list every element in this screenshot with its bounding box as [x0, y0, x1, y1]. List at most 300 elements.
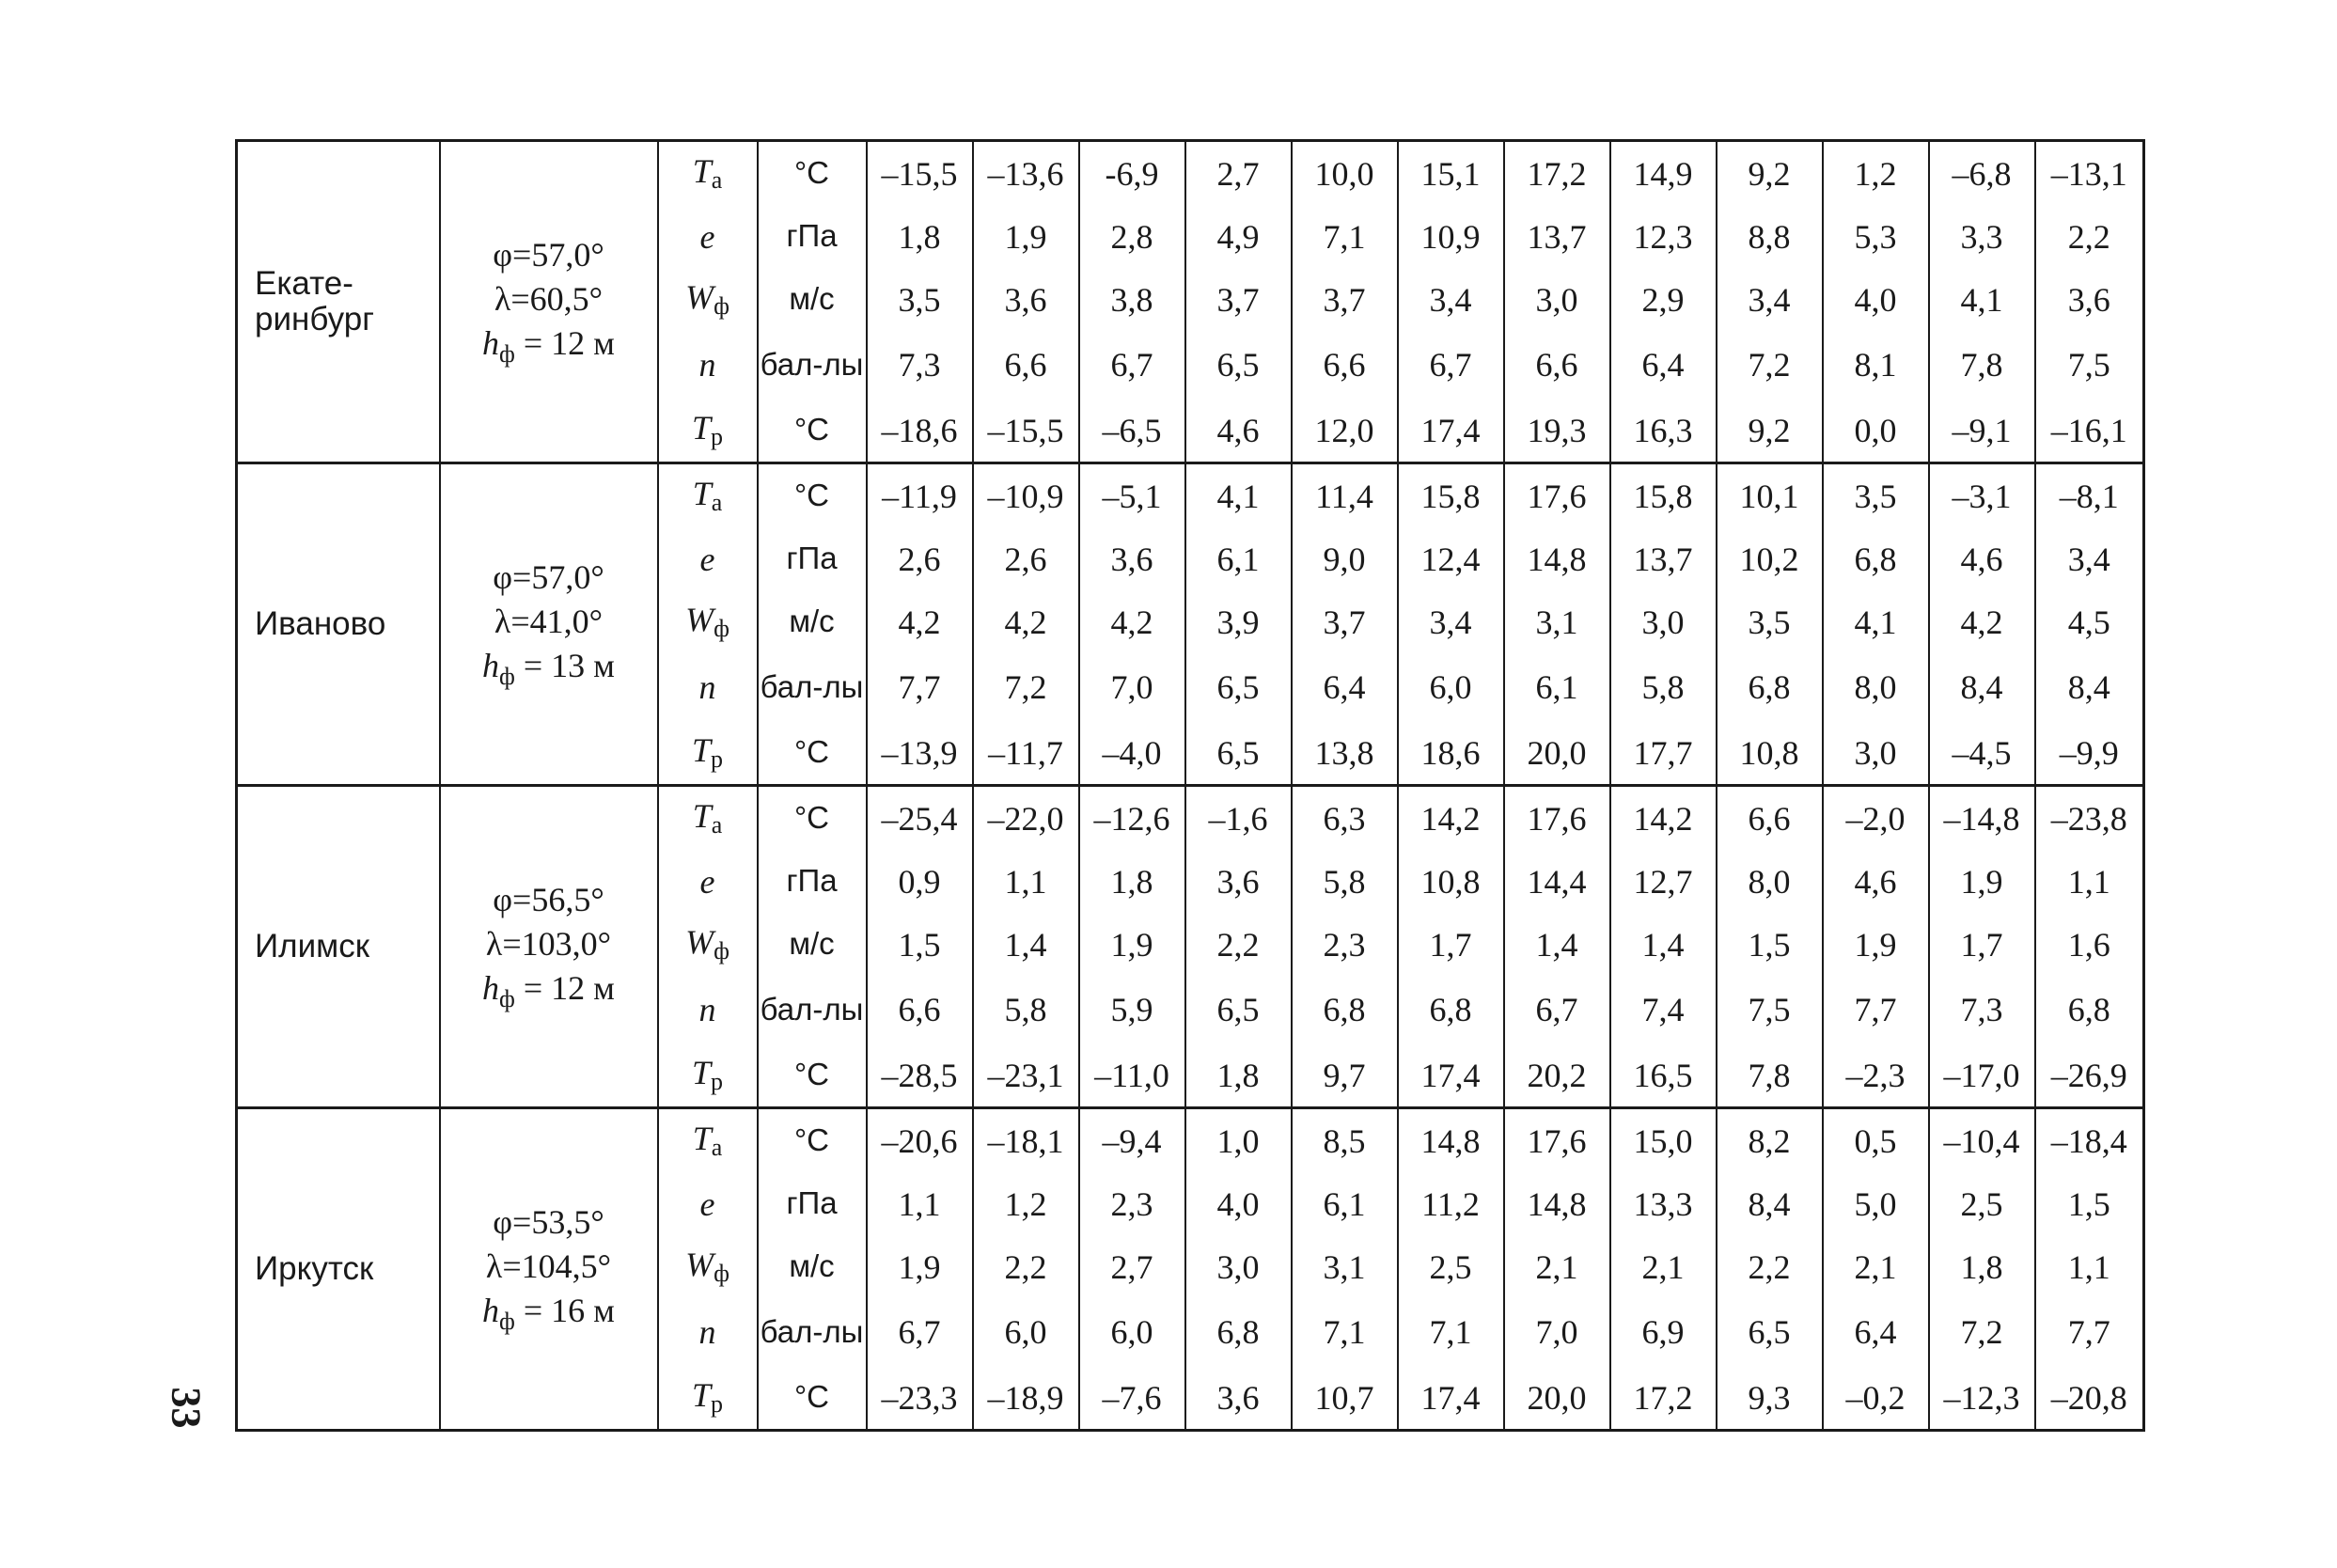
value-cell: 7,1: [1398, 1298, 1504, 1366]
value-cell: 1,1: [867, 1172, 973, 1235]
value-cell: 3,7: [1292, 268, 1398, 331]
parameter-symbol: [658, 1366, 758, 1431]
parameter-symbol: [658, 141, 758, 206]
parameter-letter: e: [699, 540, 715, 578]
value-cell: 3,6: [1185, 1366, 1292, 1431]
value-cell: 9,2: [1717, 141, 1823, 206]
parameter-letter: T: [691, 1376, 712, 1414]
parameter-subscript: a: [711, 1134, 723, 1161]
elevation-symbol: h: [482, 646, 500, 684]
value-cell: 5,3: [1823, 205, 1929, 268]
parameter-symbol: [658, 1172, 758, 1235]
value-cell: 10,2: [1717, 527, 1823, 590]
value-cell: 2,2: [1185, 913, 1292, 976]
parameter-letter: W: [685, 278, 714, 316]
latitude: φ=57,0°: [493, 558, 604, 597]
value-cell: –15,5: [867, 141, 973, 206]
value-cell: 6,8: [1823, 527, 1929, 590]
value-cell: 1,5: [1717, 913, 1823, 976]
elevation-subscript: ф: [499, 662, 515, 690]
value-cell: 3,7: [1292, 590, 1398, 653]
parameter-symbol: [658, 850, 758, 913]
value-cell: 15,1: [1398, 141, 1504, 206]
parameter-letter: n: [698, 1313, 716, 1351]
parameter-symbol: [658, 721, 758, 786]
parameter-subscript: р: [711, 745, 724, 773]
value-cell: 15,8: [1610, 463, 1717, 528]
value-cell: 8,4: [2035, 653, 2144, 721]
value-cell: 2,8: [1079, 205, 1185, 268]
value-cell: –14,8: [1929, 786, 2035, 851]
value-cell: 7,0: [1079, 653, 1185, 721]
value-cell: 1,9: [867, 1235, 973, 1298]
value-cell: 10,9: [1398, 205, 1504, 268]
value-cell: 1,4: [973, 913, 1079, 976]
value-cell: 17,7: [1610, 721, 1717, 786]
value-cell: 1,9: [1079, 913, 1185, 976]
value-cell: 3,5: [1717, 590, 1823, 653]
value-cell: 15,8: [1398, 463, 1504, 528]
value-cell: 16,5: [1610, 1043, 1717, 1108]
parameter-letter: e: [699, 862, 715, 901]
table-row: [237, 1108, 2144, 1173]
value-cell: –23,3: [867, 1366, 973, 1431]
value-cell: 1,2: [1823, 141, 1929, 206]
value-cell: 8,4: [1929, 653, 2035, 721]
unit-cell: °C: [758, 141, 867, 206]
unit-cell: гПа: [758, 205, 867, 268]
parameter-symbol: [658, 1298, 758, 1366]
value-cell: 3,9: [1185, 590, 1292, 653]
table-row: [237, 463, 2144, 528]
value-cell: 10,8: [1717, 721, 1823, 786]
value-cell: 6,6: [867, 976, 973, 1043]
parameter-subscript: р: [711, 1068, 724, 1095]
parameter-symbol: [658, 786, 758, 851]
value-cell: 8,8: [1717, 205, 1823, 268]
parameter-subscript: ф: [714, 615, 729, 642]
station-name: Иркутск: [237, 1108, 440, 1431]
station-coords: [440, 1108, 658, 1431]
value-cell: 3,6: [1079, 527, 1185, 590]
value-cell: 6,4: [1292, 653, 1398, 721]
value-cell: 1,1: [2035, 850, 2144, 913]
value-cell: 14,2: [1398, 786, 1504, 851]
value-cell: 1,1: [2035, 1235, 2144, 1298]
value-cell: 20,0: [1504, 721, 1610, 786]
parameter-symbol: [658, 268, 758, 331]
value-cell: 0,5: [1823, 1108, 1929, 1173]
parameter-subscript: р: [711, 423, 724, 450]
value-cell: –1,6: [1185, 786, 1292, 851]
parameter-symbol: [658, 399, 758, 463]
value-cell: 6,7: [1504, 976, 1610, 1043]
value-cell: 3,0: [1823, 721, 1929, 786]
value-cell: 7,1: [1292, 205, 1398, 268]
parameter-letter: T: [691, 1054, 712, 1091]
value-cell: 17,6: [1504, 786, 1610, 851]
value-cell: 6,0: [1398, 653, 1504, 721]
value-cell: –18,4: [2035, 1108, 2144, 1173]
value-cell: –11,9: [867, 463, 973, 528]
parameter-letter: W: [685, 1246, 714, 1283]
value-cell: 2,1: [1823, 1235, 1929, 1298]
unit-cell: м/с: [758, 913, 867, 976]
value-cell: 1,8: [1079, 850, 1185, 913]
value-cell: 2,9: [1610, 268, 1717, 331]
elevation: [441, 644, 657, 693]
value-cell: 1,2: [973, 1172, 1079, 1235]
value-cell: –12,6: [1079, 786, 1185, 851]
parameter-symbol: [658, 976, 758, 1043]
value-cell: 3,1: [1504, 590, 1610, 653]
value-cell: –11,0: [1079, 1043, 1185, 1108]
elevation-symbol: h: [482, 323, 500, 362]
table-body: [237, 141, 2144, 1431]
value-cell: 9,3: [1717, 1366, 1823, 1431]
value-cell: 7,7: [1823, 976, 1929, 1043]
value-cell: 2,2: [973, 1235, 1079, 1298]
value-cell: 13,3: [1610, 1172, 1717, 1235]
value-cell: 14,2: [1610, 786, 1717, 851]
value-cell: 1,4: [1610, 913, 1717, 976]
value-cell: 3,4: [1398, 590, 1504, 653]
value-cell: 2,2: [2035, 205, 2144, 268]
value-cell: –9,1: [1929, 399, 2035, 463]
value-cell: 3,4: [1398, 268, 1504, 331]
value-cell: 3,1: [1292, 1235, 1398, 1298]
value-cell: 8,4: [1717, 1172, 1823, 1235]
value-cell: 6,5: [1185, 331, 1292, 399]
station-name: Екате-ринбург: [237, 141, 440, 463]
value-cell: 16,3: [1610, 399, 1717, 463]
value-cell: 1,5: [2035, 1172, 2144, 1235]
value-cell: 1,5: [867, 913, 973, 976]
value-cell: 13,7: [1610, 527, 1717, 590]
value-cell: 3,0: [1610, 590, 1717, 653]
value-cell: –2,3: [1823, 1043, 1929, 1108]
value-cell: 7,8: [1717, 1043, 1823, 1108]
unit-cell: м/с: [758, 1235, 867, 1298]
value-cell: 6,6: [1504, 331, 1610, 399]
elevation-value: = 12 м: [514, 323, 615, 362]
value-cell: 9,7: [1292, 1043, 1398, 1108]
value-cell: 6,5: [1185, 653, 1292, 721]
value-cell: 17,4: [1398, 1366, 1504, 1431]
value-cell: 1,9: [973, 205, 1079, 268]
value-cell: 3,7: [1185, 268, 1292, 331]
value-cell: 0,9: [867, 850, 973, 913]
value-cell: –25,4: [867, 786, 973, 851]
value-cell: 14,4: [1504, 850, 1610, 913]
parameter-symbol: [658, 205, 758, 268]
elevation-value: = 12 м: [514, 968, 615, 1007]
parameter-subscript: р: [711, 1390, 724, 1418]
value-cell: 3,0: [1185, 1235, 1292, 1298]
value-cell: 4,6: [1929, 527, 2035, 590]
value-cell: 7,5: [1717, 976, 1823, 1043]
value-cell: 1,6: [2035, 913, 2144, 976]
value-cell: 6,8: [1717, 653, 1823, 721]
climate-table: [235, 139, 2145, 1432]
value-cell: 3,0: [1504, 268, 1610, 331]
value-cell: –22,0: [973, 786, 1079, 851]
unit-cell: бал-лы: [758, 976, 867, 1043]
value-cell: 1,0: [1185, 1108, 1292, 1173]
value-cell: 3,8: [1079, 268, 1185, 331]
value-cell: 7,2: [973, 653, 1079, 721]
value-cell: 4,2: [1079, 590, 1185, 653]
parameter-letter: T: [692, 152, 712, 190]
value-cell: 5,0: [1823, 1172, 1929, 1235]
parameter-letter: e: [699, 1184, 715, 1223]
value-cell: –11,7: [973, 721, 1079, 786]
value-cell: 11,4: [1292, 463, 1398, 528]
value-cell: 2,5: [1929, 1172, 2035, 1235]
station-coords: [440, 141, 658, 463]
parameter-letter: e: [699, 217, 715, 256]
value-cell: 17,6: [1504, 463, 1610, 528]
unit-cell: бал-лы: [758, 331, 867, 399]
value-cell: –23,8: [2035, 786, 2144, 851]
value-cell: 2,1: [1610, 1235, 1717, 1298]
latitude: φ=57,0°: [493, 236, 604, 274]
value-cell: –17,0: [1929, 1043, 2035, 1108]
value-cell: 6,8: [2035, 976, 2144, 1043]
value-cell: –4,0: [1079, 721, 1185, 786]
value-cell: 7,4: [1610, 976, 1717, 1043]
parameter-subscript: a: [711, 166, 723, 194]
value-cell: 4,1: [1185, 463, 1292, 528]
value-cell: 20,2: [1504, 1043, 1610, 1108]
value-cell: 5,9: [1079, 976, 1185, 1043]
value-cell: 8,5: [1292, 1108, 1398, 1173]
value-cell: 1,9: [1929, 850, 2035, 913]
value-cell: 12,7: [1610, 850, 1717, 913]
longitude: λ=103,0°: [485, 925, 612, 963]
value-cell: 4,6: [1823, 850, 1929, 913]
value-cell: 7,5: [2035, 331, 2144, 399]
value-cell: 2,7: [1185, 141, 1292, 206]
latitude: φ=56,5°: [493, 881, 604, 919]
value-cell: 6,8: [1185, 1298, 1292, 1366]
value-cell: 1,8: [1929, 1235, 2035, 1298]
value-cell: 7,1: [1292, 1298, 1398, 1366]
unit-cell: °C: [758, 786, 867, 851]
station-name: Иваново: [237, 463, 440, 786]
page-number: 33: [163, 1387, 210, 1429]
value-cell: –20,8: [2035, 1366, 2144, 1431]
value-cell: –3,1: [1929, 463, 2035, 528]
value-cell: 6,6: [1292, 331, 1398, 399]
parameter-symbol: [658, 590, 758, 653]
unit-cell: гПа: [758, 527, 867, 590]
value-cell: –13,1: [2035, 141, 2144, 206]
value-cell: 12,0: [1292, 399, 1398, 463]
parameter-subscript: ф: [714, 292, 729, 320]
value-cell: 5,8: [1610, 653, 1717, 721]
value-cell: 6,8: [1398, 976, 1504, 1043]
value-cell: 15,0: [1610, 1108, 1717, 1173]
unit-cell: °C: [758, 1108, 867, 1173]
value-cell: 1,7: [1929, 913, 2035, 976]
value-cell: 2,6: [973, 527, 1079, 590]
value-cell: 3,6: [1185, 850, 1292, 913]
value-cell: 4,2: [973, 590, 1079, 653]
value-cell: 12,4: [1398, 527, 1504, 590]
value-cell: –18,9: [973, 1366, 1079, 1431]
value-cell: 6,1: [1504, 653, 1610, 721]
value-cell: –6,8: [1929, 141, 2035, 206]
unit-cell: °C: [758, 399, 867, 463]
value-cell: 14,8: [1398, 1108, 1504, 1173]
value-cell: 17,4: [1398, 399, 1504, 463]
value-cell: 4,2: [867, 590, 973, 653]
elevation-value: = 13 м: [514, 646, 615, 684]
value-cell: 1,8: [1185, 1043, 1292, 1108]
value-cell: –6,5: [1079, 399, 1185, 463]
value-cell: 9,0: [1292, 527, 1398, 590]
value-cell: 4,2: [1929, 590, 2035, 653]
value-cell: 5,8: [973, 976, 1079, 1043]
parameter-letter: T: [691, 409, 712, 447]
value-cell: 6,8: [1292, 976, 1398, 1043]
value-cell: 20,0: [1504, 1366, 1610, 1431]
value-cell: 14,9: [1610, 141, 1717, 206]
value-cell: 4,0: [1823, 268, 1929, 331]
value-cell: 19,3: [1504, 399, 1610, 463]
value-cell: 6,0: [973, 1298, 1079, 1366]
value-cell: 1,4: [1504, 913, 1610, 976]
value-cell: –23,1: [973, 1043, 1079, 1108]
value-cell: 3,4: [1717, 268, 1823, 331]
elevation: [441, 1289, 657, 1338]
elevation-subscript: ф: [499, 339, 515, 368]
value-cell: –4,5: [1929, 721, 2035, 786]
parameter-letter: T: [692, 1120, 712, 1157]
elevation: [441, 966, 657, 1015]
elevation-value: = 16 м: [514, 1291, 615, 1329]
parameter-symbol: [658, 913, 758, 976]
parameter-symbol: [658, 331, 758, 399]
value-cell: 5,8: [1292, 850, 1398, 913]
parameter-letter: W: [685, 923, 714, 961]
value-cell: 3,4: [2035, 527, 2144, 590]
value-cell: 8,0: [1717, 850, 1823, 913]
value-cell: 17,2: [1504, 141, 1610, 206]
unit-cell: °C: [758, 1043, 867, 1108]
unit-cell: °C: [758, 1366, 867, 1431]
value-cell: 4,1: [1929, 268, 2035, 331]
value-cell: 6,5: [1185, 976, 1292, 1043]
unit-cell: гПа: [758, 850, 867, 913]
value-cell: 2,1: [1504, 1235, 1610, 1298]
value-cell: –9,4: [1079, 1108, 1185, 1173]
longitude: λ=104,5°: [485, 1247, 612, 1285]
value-cell: 7,2: [1929, 1298, 2035, 1366]
value-cell: 9,2: [1717, 399, 1823, 463]
value-cell: 1,9: [1823, 913, 1929, 976]
value-cell: 17,4: [1398, 1043, 1504, 1108]
value-cell: 6,4: [1823, 1298, 1929, 1366]
value-cell: –9,9: [2035, 721, 2144, 786]
value-cell: 14,8: [1504, 527, 1610, 590]
parameter-symbol: [658, 653, 758, 721]
value-cell: –8,1: [2035, 463, 2144, 528]
longitude: λ=41,0°: [494, 603, 604, 640]
value-cell: 7,2: [1717, 331, 1823, 399]
value-cell: 2,5: [1398, 1235, 1504, 1298]
value-cell: 2,3: [1292, 913, 1398, 976]
value-cell: 17,2: [1610, 1366, 1717, 1431]
value-cell: 10,1: [1717, 463, 1823, 528]
elevation: [441, 321, 657, 370]
value-cell: 10,8: [1398, 850, 1504, 913]
value-cell: –20,6: [867, 1108, 973, 1173]
value-cell: 6,1: [1185, 527, 1292, 590]
value-cell: 3,3: [1929, 205, 2035, 268]
value-cell: –10,4: [1929, 1108, 2035, 1173]
parameter-subscript: ф: [714, 1260, 729, 1287]
value-cell: –5,1: [1079, 463, 1185, 528]
unit-cell: °C: [758, 463, 867, 528]
unit-cell: бал-лы: [758, 1298, 867, 1366]
value-cell: 6,6: [973, 331, 1079, 399]
value-cell: -6,9: [1079, 141, 1185, 206]
parameter-letter: n: [698, 346, 716, 384]
value-cell: 4,5: [2035, 590, 2144, 653]
station-coords: [440, 786, 658, 1108]
value-cell: 4,1: [1823, 590, 1929, 653]
parameter-symbol: [658, 527, 758, 590]
value-cell: 17,6: [1504, 1108, 1610, 1173]
value-cell: 6,5: [1717, 1298, 1823, 1366]
value-cell: 6,0: [1079, 1298, 1185, 1366]
value-cell: 6,6: [1717, 786, 1823, 851]
value-cell: –10,9: [973, 463, 1079, 528]
value-cell: 2,6: [867, 527, 973, 590]
value-cell: 18,6: [1398, 721, 1504, 786]
value-cell: 1,1: [973, 850, 1079, 913]
elevation-symbol: h: [482, 968, 500, 1007]
value-cell: –26,9: [2035, 1043, 2144, 1108]
parameter-symbol: [658, 1043, 758, 1108]
value-cell: 6,4: [1610, 331, 1717, 399]
value-cell: –13,6: [973, 141, 1079, 206]
value-cell: 1,8: [867, 205, 973, 268]
parameter-symbol: [658, 1235, 758, 1298]
parameter-symbol: [658, 463, 758, 528]
value-cell: 14,8: [1504, 1172, 1610, 1235]
value-cell: –2,0: [1823, 786, 1929, 851]
value-cell: 4,6: [1185, 399, 1292, 463]
latitude: φ=53,5°: [493, 1203, 604, 1242]
value-cell: 4,0: [1185, 1172, 1292, 1235]
value-cell: 6,9: [1610, 1298, 1717, 1366]
longitude: λ=60,5°: [494, 280, 604, 318]
value-cell: 0,0: [1823, 399, 1929, 463]
unit-cell: бал-лы: [758, 653, 867, 721]
unit-cell: °C: [758, 721, 867, 786]
value-cell: 6,7: [1079, 331, 1185, 399]
value-cell: 6,1: [1292, 1172, 1398, 1235]
value-cell: 7,3: [1929, 976, 2035, 1043]
value-cell: 2,3: [1079, 1172, 1185, 1235]
value-cell: 3,5: [1823, 463, 1929, 528]
value-cell: 3,5: [867, 268, 973, 331]
parameter-subscript: ф: [714, 937, 729, 964]
parameter-letter: n: [698, 991, 716, 1028]
